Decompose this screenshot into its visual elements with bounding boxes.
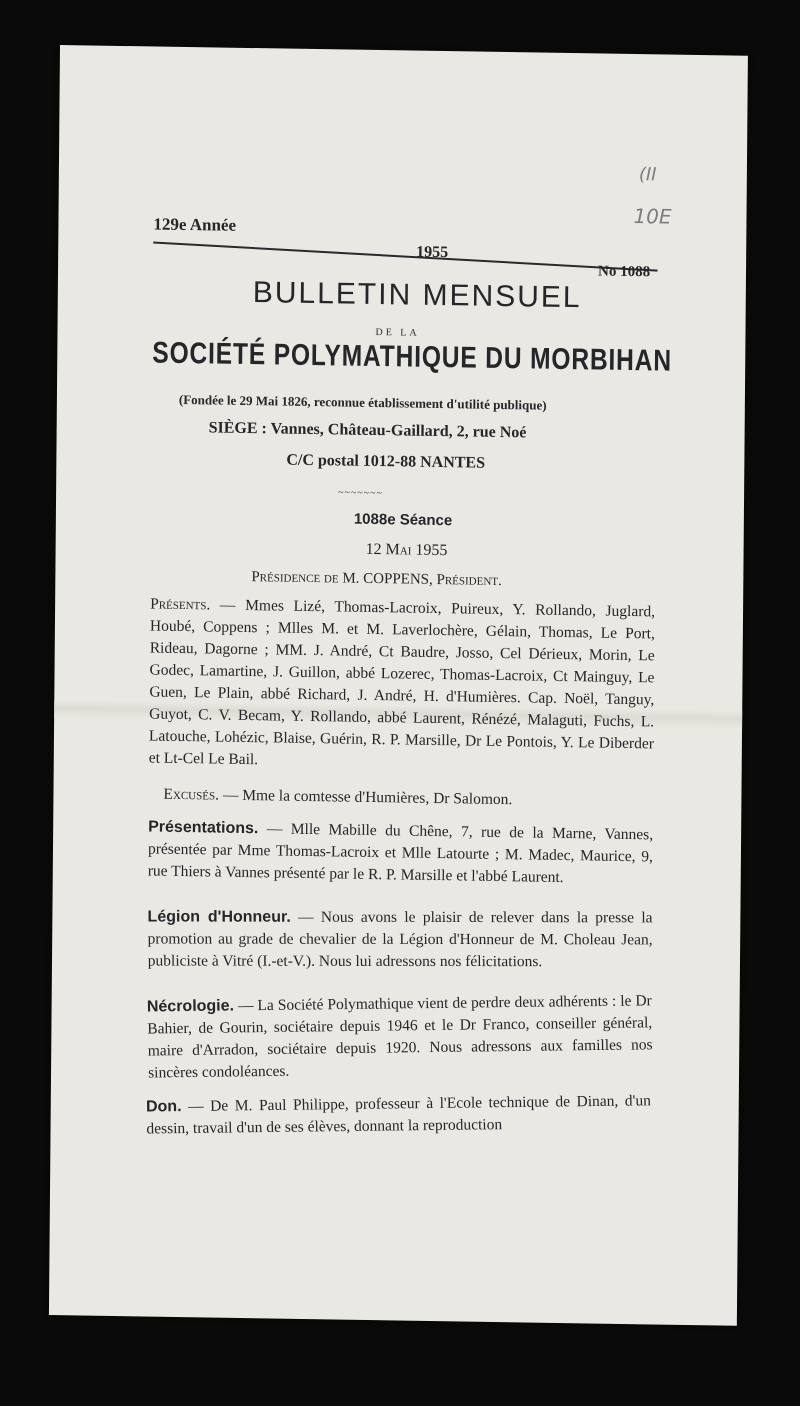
attendees-text: — Mmes Lizé, Thomas-Lacroix, Puireux, Y. Rollando, Juglard, Houbé, Coppens ; Mlles M. et M. Laverlochère, Gélain, Thomas, Le Port, Rideau, Dagorne ; MM. J. André, Ct Baudre, Josso, Cel Dérieux, Morin, Le Godec, Lamartine, J. Guillon, abbé Lozerec, Thomas-Lacroix, Ct Mainguy, Le Guen, Le Plain, abbé Richard, J. André, H. d'Humières. Cap. Noël, Tanguy, Guyot, C. V. Becam, Y. Rollando, abbé Laurent, Rénézé, Malaguti, Fuchs, L. Latouche, Lohézic, Blaise, Guérin, R. P. Marsille, Dr Le Pontois, Y. Le Diberder et Lt-Cel Le Bail. (148, 596, 656, 769)
postal-account: C/C postal 1012-88 NANTES (286, 451, 486, 472)
obituary-paragraph (147, 990, 654, 1084)
year-of-publication: 129e Année (153, 214, 237, 235)
session-number: 1088e Séance (353, 510, 453, 530)
attendees-label: Présents. (150, 595, 211, 614)
ornament-divider: ~~~~~~~ (338, 487, 384, 500)
donation-heading: Don. (145, 1098, 182, 1116)
bulletin-page (49, 45, 748, 1326)
pencil-price: 10E (633, 204, 672, 229)
excused-label: Excusés. (163, 785, 220, 804)
bulletin-title: BULLETIN MENSUEL (252, 276, 582, 315)
presentations-heading: Présentations. (148, 818, 259, 838)
society-name: SOCIÉTÉ POLYMATHIQUE DU MORBIHAN (152, 336, 673, 378)
headquarters-address: SIÈGE : Vannes, Château-Gaillard, 2, rue Noé (208, 419, 527, 442)
issue-year: 1955 (416, 243, 449, 262)
legion-text: — Nous avons le plaisir de relever dans la presse la promotion au grade de chevalier de la Légion d'Honneur de M. Choleau Jean, publiciste à Vitré (I.-et-V.). Nous lui adressons nos félicitations. (147, 908, 653, 971)
legion-heading: Légion d'Honneur. (147, 908, 291, 926)
title-connector: DE LA (375, 326, 420, 339)
pencil-note: (II (638, 164, 657, 186)
presentations-text: — Mlle Mabille du Chêne, 7, rue de la Marne, Vannes, présentée par Mme Thomas-Lacroix et Mlle Latourte ; M. Madec, Maurice, 9, rue Thiers à Vannes présenté par le R. P. Marsille et l'abbé Laurent. (147, 820, 654, 887)
session-date: 12 Mai 1955 (365, 540, 448, 560)
obituary-text: — La Société Polymathique vient de perdre deux adhérents : le Dr Bahier, de Gourin, sociétaire depuis 1946 et le Dr Franco, conseiller général, maire d'Arradon, sociétaire depuis 1920. Nous adressons aux familles nos sincères condoléances. (147, 992, 653, 1082)
obituary-heading: Nécrologie. (146, 997, 235, 1016)
donation-text: — De M. Paul Philippe, professeur à l'Ecole technique de Dinan, d'un dessin, travail d'un de ses élèves, donnant la reproduction (146, 1092, 652, 1138)
legion-paragraph (147, 906, 652, 973)
excused-text: — Mme la comtesse d'Humières, Dr Salomon. (218, 786, 513, 809)
excused-paragraph (163, 784, 653, 814)
attendees-paragraph (149, 593, 655, 777)
header-rule (153, 241, 657, 271)
donation-paragraph (146, 1090, 652, 1140)
session-presidency: Présidence de M. COPPENS, Président. (251, 569, 502, 590)
presentations-paragraph (148, 816, 654, 890)
founding-note: (Fondée le 29 Mai 1826, reconnue établissement d'utilité publique) (178, 391, 547, 413)
issue-number: No 1088 (597, 263, 651, 281)
